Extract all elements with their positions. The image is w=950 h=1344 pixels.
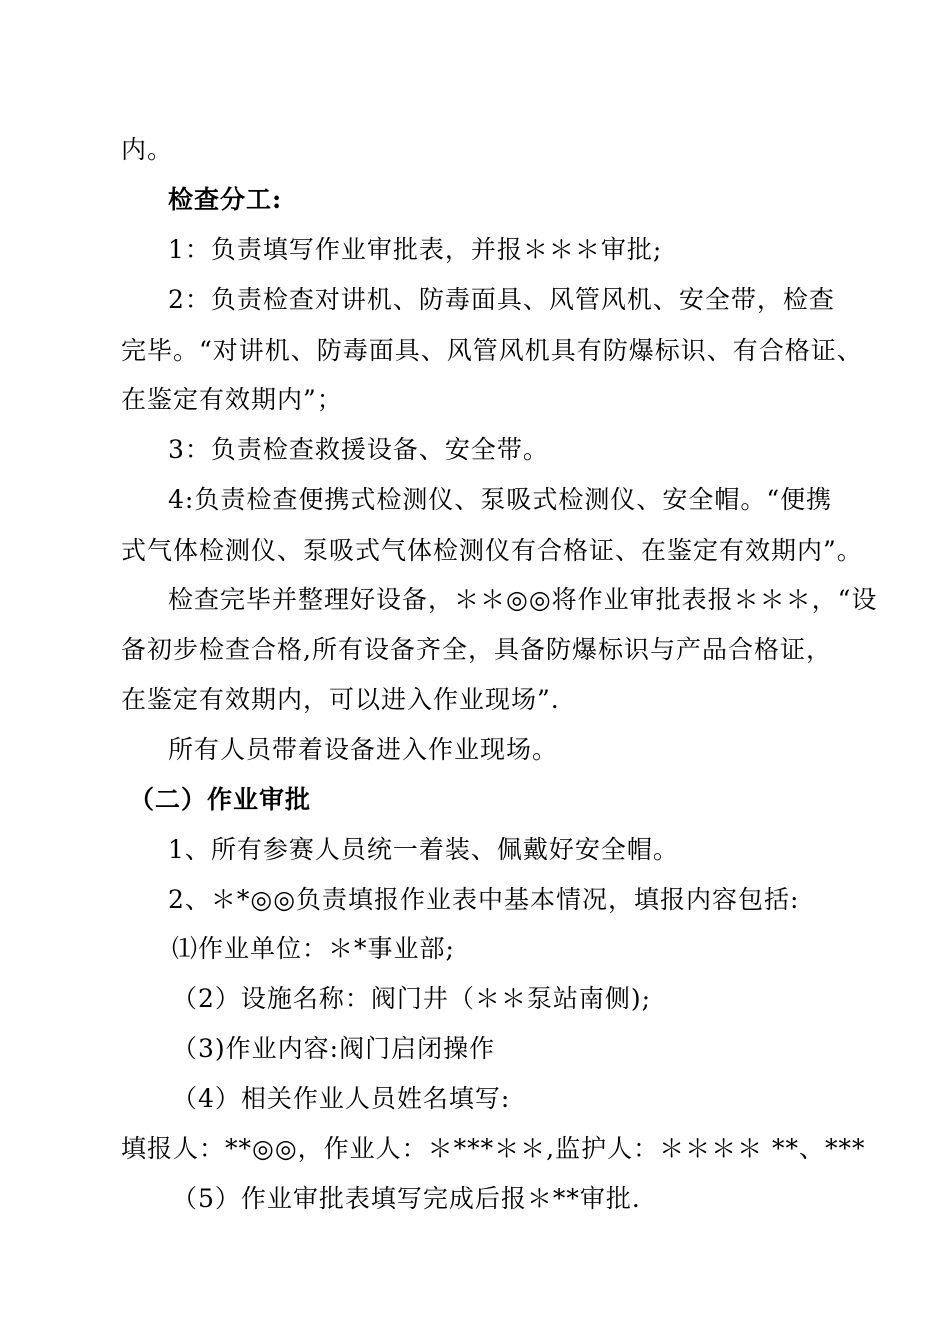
text-line-4: 2：负责检查对讲机、防毒面具、风管风机、安全带，检查 <box>168 285 835 314</box>
text-line-6: 在鉴定有效期内”； <box>121 385 343 414</box>
text-line-10: 检查完毕并整理好设备，＊＊◎◎将作业审批表报＊＊＊，“设 <box>168 585 878 614</box>
text-line-8: 4:负责检查便携式检测仪、泵吸式检测仪、安全帽。“便携 <box>168 485 833 514</box>
text-line-9: 式气体检测仪、泵吸式气体检测仪有合格证、在鉴定有效期内”。 <box>121 536 863 565</box>
text-line-19: （3)作业内容:阀门启闭操作 <box>172 1034 496 1063</box>
text-line-7: 3：负责检查救援设备、安全带。 <box>168 435 549 464</box>
section-heading-inspection: 检查分工: <box>168 185 283 214</box>
text-line-18: （2）设施名称：阀门井（＊＊泵站南侧); <box>172 984 652 1013</box>
text-line-15: 1、所有参赛人员统一着装、佩戴好安全帽。 <box>168 835 679 864</box>
text-line-3: 1：负责填写作业审批表，并报＊＊＊审批; <box>168 235 663 264</box>
text-line-20: （4）相关作业人员姓名填写: <box>172 1084 511 1113</box>
text-line-17: ⑴作业单位：＊*事业部; <box>172 934 455 963</box>
text-line-5: 完毕。“对讲机、防毒面具、风管风机具有防爆标识、有合格证、 <box>121 336 863 365</box>
text-line-22: （5）作业审批表填写完成后报＊**审批. <box>172 1184 641 1213</box>
text-line-12: 在鉴定有效期内，可以进入作业现场”. <box>121 685 560 714</box>
text-line-13: 所有人员带着设备进入作业现场。 <box>168 735 559 764</box>
text-line-16: 2、＊*◎◎负责填报作业表中基本情况，填报内容包括: <box>168 885 800 914</box>
text-line-21: 填报人：**◎◎，作业人：＊***＊＊,监护人：＊＊＊＊ **、*** <box>121 1134 866 1163</box>
section-heading-approval: （二）作业审批 <box>129 785 312 814</box>
text-line-1: 内。 <box>121 135 174 164</box>
text-line-11: 备初步检查合格,所有设备齐全，具备防爆标识与产品合格证， <box>121 635 832 664</box>
